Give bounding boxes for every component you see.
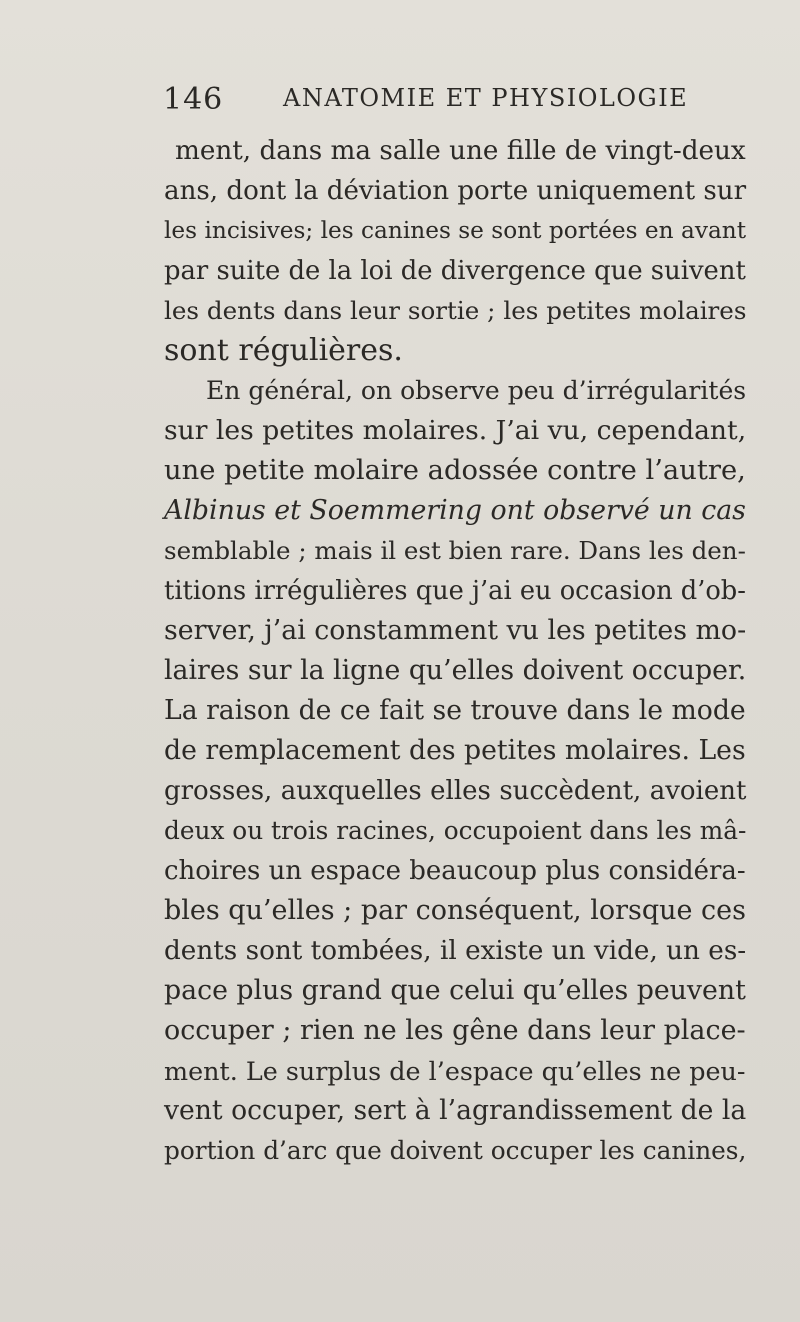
- text-line: pace plus grand que celui qu’elles peuvent: [164, 975, 746, 1006]
- text-line: dents sont tombées, il existe un vide, un es-: [164, 936, 747, 966]
- page-header: [163, 82, 743, 122]
- page-number: 146: [163, 82, 224, 117]
- text-line: ans, dont la déviation porte uniquement sur: [164, 176, 747, 206]
- text-line: ment, dans ma salle une fille de vingt-deux: [175, 136, 746, 166]
- text-line: de remplacement des petites molaires. Les: [164, 735, 746, 766]
- text-line: sur les petites molaires. J’ai vu, cependant,: [164, 415, 747, 446]
- text-line: ment. Le surplus de l’espace qu’elles ne peu-: [164, 1056, 746, 1086]
- text-line: semblable ; mais il est bien rare. Dans les den-: [164, 536, 746, 565]
- text-line: grosses, auxquelles elles succèdent, avoient: [164, 776, 747, 806]
- text-line: par suite de la loi de divergence que suivent: [164, 256, 746, 286]
- text-line: laires sur la ligne qu’elles doivent occuper.: [164, 655, 747, 686]
- text-line: choires un espace beaucoup plus considéra-: [164, 856, 746, 886]
- text-line: les incisives; les canines se sont portées en avant: [164, 217, 747, 244]
- text-line: une petite molaire adossée contre l’autre,: [164, 455, 746, 486]
- text-line: deux ou trois racines, occupoient dans les mâ-: [164, 816, 747, 845]
- text-line: les dents dans leur sortie ; les petites molaires: [164, 296, 747, 325]
- text-line: portion d’arc que doivent occuper les canines,: [164, 1136, 747, 1165]
- text-line: La raison de ce fait se trouve dans le mode: [164, 695, 746, 726]
- text-line: occuper ; rien ne les gêne dans leur place-: [164, 1015, 746, 1046]
- text-line: vent occuper, sert à l’agrandissement de la: [164, 1095, 747, 1126]
- text-line: bles qu’elles ; par conséquent, lorsque ces: [164, 895, 746, 926]
- running-title: ANATOMIE ET PHYSIOLOGIE: [283, 84, 689, 112]
- text-line: server, j’ai constamment vu les petites mo-: [164, 615, 747, 646]
- text-line: En général, on observe peu d’irrégularités: [206, 376, 747, 405]
- text-line: sont régulières.: [164, 333, 403, 368]
- text-line: Albinus et Soemmering ont observé un cas: [164, 495, 746, 526]
- text-line: titions irrégulières que j’ai eu occasion d’ob-: [164, 576, 746, 606]
